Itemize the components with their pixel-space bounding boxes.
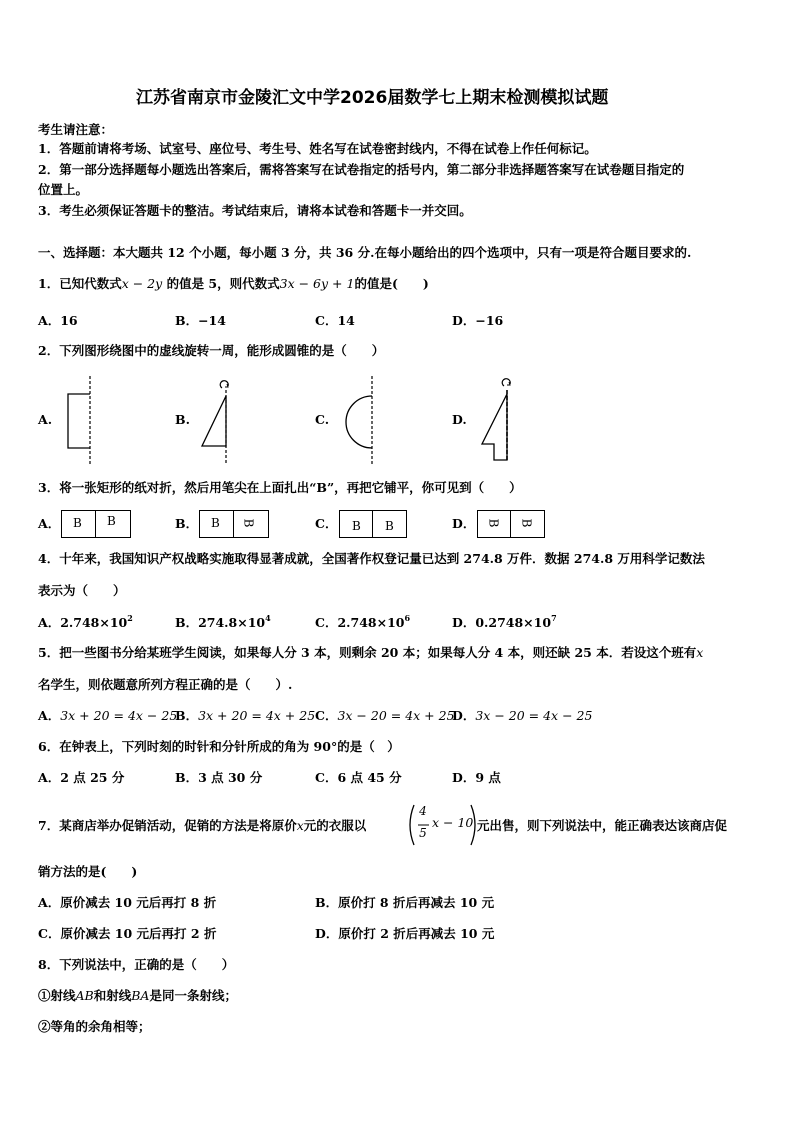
fraction-denominator: 5 — [419, 826, 427, 840]
question-1-stem: 1．已知代数式x − 2y 的值是 5，则代数式3x − 6y + 1的值是( ) — [38, 276, 429, 291]
option-c[interactable]: C．3x − 20 = 4x + 25 — [315, 708, 455, 723]
option-d[interactable]: D．3x − 20 = 4x − 25 — [452, 708, 593, 723]
option-a[interactable]: A. — [38, 412, 53, 427]
option-d[interactable]: D．9 点 — [452, 770, 501, 785]
statement-1: ①射线AB和射线BA是同一条射线； — [38, 988, 237, 1003]
option-c[interactable]: C. — [315, 412, 330, 427]
option-d[interactable]: D. — [452, 412, 467, 427]
option-b[interactable]: B． — [175, 516, 199, 531]
rectangle-figure — [60, 374, 100, 466]
question-4-line2: 表示为（ ） — [38, 583, 126, 598]
question-7-part1: 7．某商店举办促销活动，促销的方法是将原价x元的衣服以 — [38, 818, 367, 833]
section-heading: 一、选择题：本大题共 12 个小题，每小题 3 分，共 36 分.在每小题给出的四个选项中，只有一项是符合题目要求的. — [38, 245, 692, 260]
folded-paper-b: B B — [199, 510, 269, 538]
folded-paper-d: B B — [477, 510, 545, 538]
notice-heading: 考生请注意： — [38, 122, 114, 137]
option-a[interactable]: A．$2.748\times 10^2$ — [38, 613, 133, 630]
option-c[interactable]: C．14 — [315, 313, 355, 328]
statement-2: ②等角的余角相等； — [38, 1019, 151, 1034]
option-b[interactable]: B．−14 — [175, 313, 226, 328]
option-c[interactable]: C． — [315, 516, 338, 531]
notice-item: 1．答题前请将考场、试室号、座位号、考生号、姓名写在试卷密封线内，不得在试卷上作任何标记。 — [38, 141, 597, 156]
trapezoid-figure — [474, 372, 520, 466]
question-3-stem: 3．将一张矩形的纸对折，然后用笔尖在上面扎出“B”，再把它铺平，你可见到（ ） — [38, 480, 522, 495]
question-7-line2: 销方法的是( ) — [38, 864, 138, 879]
question-5-line2: 名学生，则依题意所列方程正确的是（ ）. — [38, 677, 293, 692]
folded-paper-a: B B — [61, 510, 131, 538]
fraction-tail: x − 10 — [432, 815, 474, 830]
triangle-figure — [196, 374, 236, 466]
option-d[interactable]: D．−16 — [452, 313, 504, 328]
page-title: 江苏省南京市金陵汇文中学2026届数学七上期末检测模拟试题 — [136, 88, 609, 108]
fraction-numerator: 4 — [419, 804, 427, 818]
notice-item: 3．考生必须保证答题卡的整洁。考试结束后，请将本试卷和答题卡一并交回。 — [38, 203, 472, 218]
option-a[interactable]: A． — [38, 516, 61, 531]
question-2-stem: 2．下列图形绕图中的虚线旋转一周，能形成圆锥的是（ ） — [38, 343, 385, 358]
option-c[interactable]: C．6 点 45 分 — [315, 770, 402, 785]
question-7-part2: 元出售，则下列说法中，能正确表达该商店促 — [477, 818, 728, 833]
option-c[interactable]: C．$2.748\times 10^6$ — [315, 613, 411, 630]
option-b[interactable]: B．3 点 30 分 — [175, 770, 263, 785]
option-a[interactable]: A．16 — [38, 313, 78, 328]
question-6-stem: 6．在钟表上，下列时刻的时针和分针所成的角为 90°的是（ ） — [38, 739, 400, 754]
option-a[interactable]: A．3x + 20 = 4x − 25 — [38, 708, 178, 723]
option-d[interactable]: D．原价打 2 折后再减去 10 元 — [315, 926, 495, 941]
option-b[interactable]: B．$274.8\times 10^4$ — [175, 613, 271, 630]
notice-item: 2．第一部分选择题每小题选出答案后，需将答案写在试卷指定的括号内，第二部分非选择题答案写在试卷题目指定的 — [38, 162, 685, 177]
semicircle-figure — [336, 374, 380, 466]
question-5-line1: 5．把一些图书分给某班学生阅读，如果每人分 3 本，则剩余 20 本；如果每人分 4 本，则还缺 25 本．若设这个班有x — [38, 645, 704, 660]
option-d[interactable]: D．$0.2748\times 10^7$ — [452, 613, 557, 630]
option-b[interactable]: B．原价打 8 折后再减去 10 元 — [315, 895, 495, 910]
option-b[interactable]: B．3x + 20 = 4x + 25 — [175, 708, 316, 723]
option-a[interactable]: A．原价减去 10 元后再打 8 折 — [38, 895, 217, 910]
question-4-line1: 4．十年来，我国知识产权战略实施取得显著成就，全国著作权登记量已达到 274.8 万件．数据 274.8 万用科学记数法 — [38, 551, 705, 566]
notice-item: 位置上。 — [38, 182, 89, 197]
option-d[interactable]: D． — [452, 516, 476, 531]
folded-paper-c: B B — [339, 510, 407, 538]
question-8-stem: 8．下列说法中，正确的是（ ） — [38, 957, 235, 972]
option-b[interactable]: B. — [175, 412, 190, 427]
option-a[interactable]: A．2 点 25 分 — [38, 770, 125, 785]
option-c[interactable]: C．原价减去 10 元后再打 2 折 — [38, 926, 217, 941]
